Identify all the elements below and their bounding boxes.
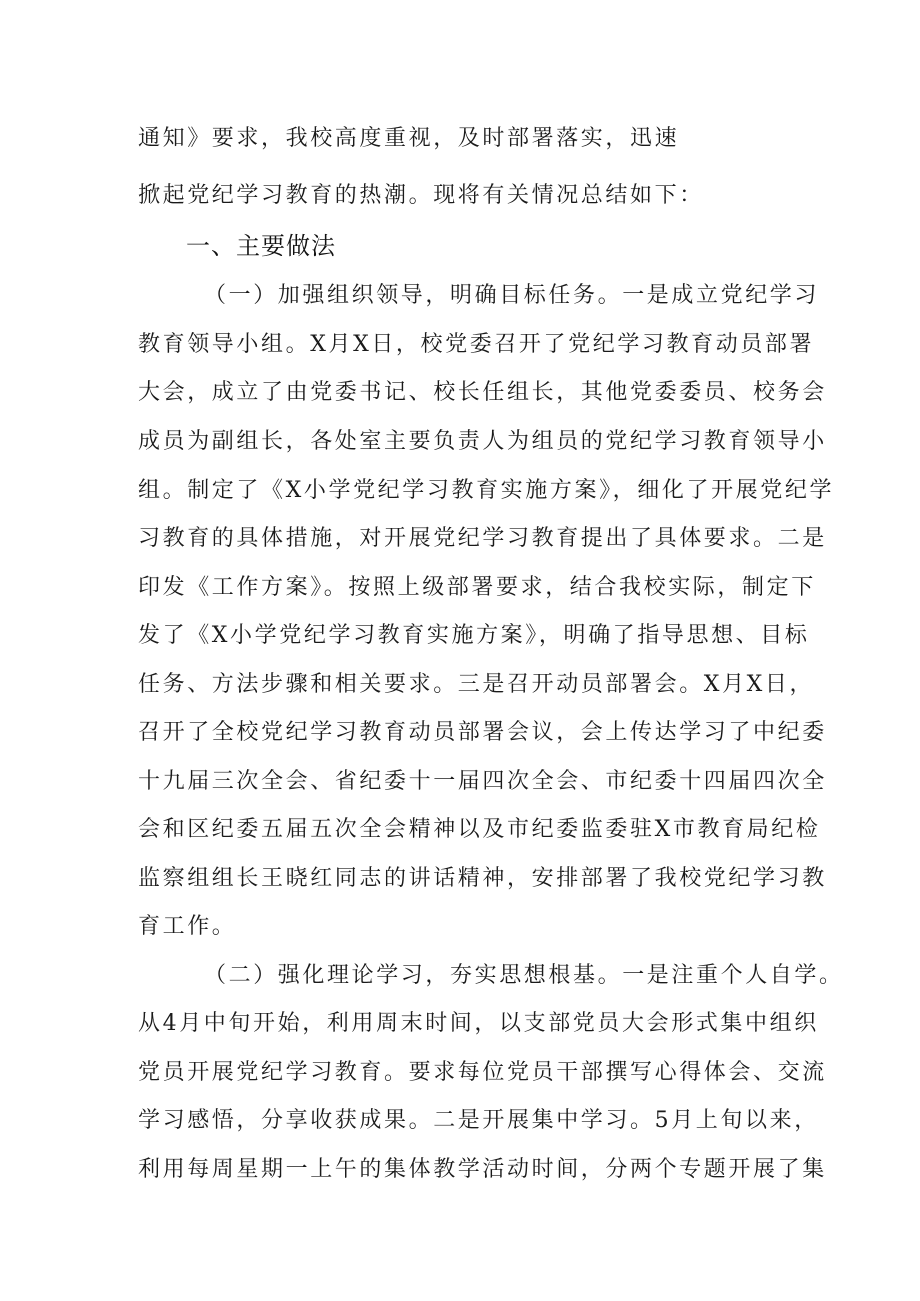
section-heading: 一、主要做法 — [186, 232, 336, 260]
paragraph-1-line-9: 任务、方法步骤和相关要求。三是召开动员部署会。X月X日， — [138, 672, 815, 697]
paragraph-2-line-2: 从4月中旬开始，利用周末时间，以支部党员大会形式集中组织 — [138, 1011, 819, 1036]
intro-line-2: 掀起党纪学习教育的热潮。现将有关情况总结如下： — [138, 183, 704, 208]
paragraph-1-line-14: 育工作。 — [138, 914, 237, 939]
paragraph-2-line-3: 党员开展党纪学习教育。要求每位党员干部撰写心得体会、交流 — [138, 1060, 827, 1085]
paragraph-1-line-4: 成员为副组长，各处室主要负责人为组员的党纪学习教育领导小 — [138, 429, 827, 454]
paragraph-1-line-12: 会和区纪委五届五次全会精神以及市纪委监委驻X市教育局纪检 — [138, 817, 821, 842]
paragraph-1-line-2: 教育领导小组。X月X日，校党委召开了党纪学习教育动员部署 — [138, 332, 815, 357]
paragraph-1-line-1: （一）加强组织领导，明确目标任务。一是成立党纪学习 — [204, 283, 820, 308]
paragraph-1-line-7: 印发《工作方案》。按照上级部署要求，结合我校实际，制定下 — [138, 575, 816, 600]
paragraph-1-line-11: 十九届三次全会、省纪委十一届四次全会、市纪委十四届四次全 — [138, 769, 827, 794]
paragraph-1-line-5: 组。制定了《X小学党纪学习教育实施方案》，细化了开展党纪学 — [138, 478, 835, 503]
paragraph-1-line-3: 大会，成立了由党委书记、校长任组长，其他党委委员、校务会 — [138, 380, 827, 405]
paragraph-1-line-8: 发了《X小学党纪学习教育实施方案》，明确了指导思想、目标 — [138, 623, 810, 648]
paragraph-1-line-13: 监察组组长王晓红同志的讲话精神，安排部署了我校党纪学习教 — [138, 866, 827, 891]
paragraph-2-line-1: （二）强化理论学习，夯实思想根基。一是注重个人自学。 — [204, 963, 844, 988]
paragraph-2-line-5: 利用每周星期一上午的集体教学活动时间，分两个专题开展了集 — [138, 1157, 827, 1182]
intro-line-1: 通知》要求，我校高度重视，及时部署落实，迅速 — [138, 126, 680, 151]
paragraph-1-line-6: 习教育的具体措施，对开展党纪学习教育提出了具体要求。二是 — [138, 526, 827, 551]
paragraph-2-line-4: 学习感悟，分享收获成果。二是开展集中学习。5月上旬以来， — [138, 1108, 819, 1133]
paragraph-1-line-10: 召开了全校党纪学习教育动员部署会议，会上传达学习了中纪委 — [138, 720, 827, 745]
